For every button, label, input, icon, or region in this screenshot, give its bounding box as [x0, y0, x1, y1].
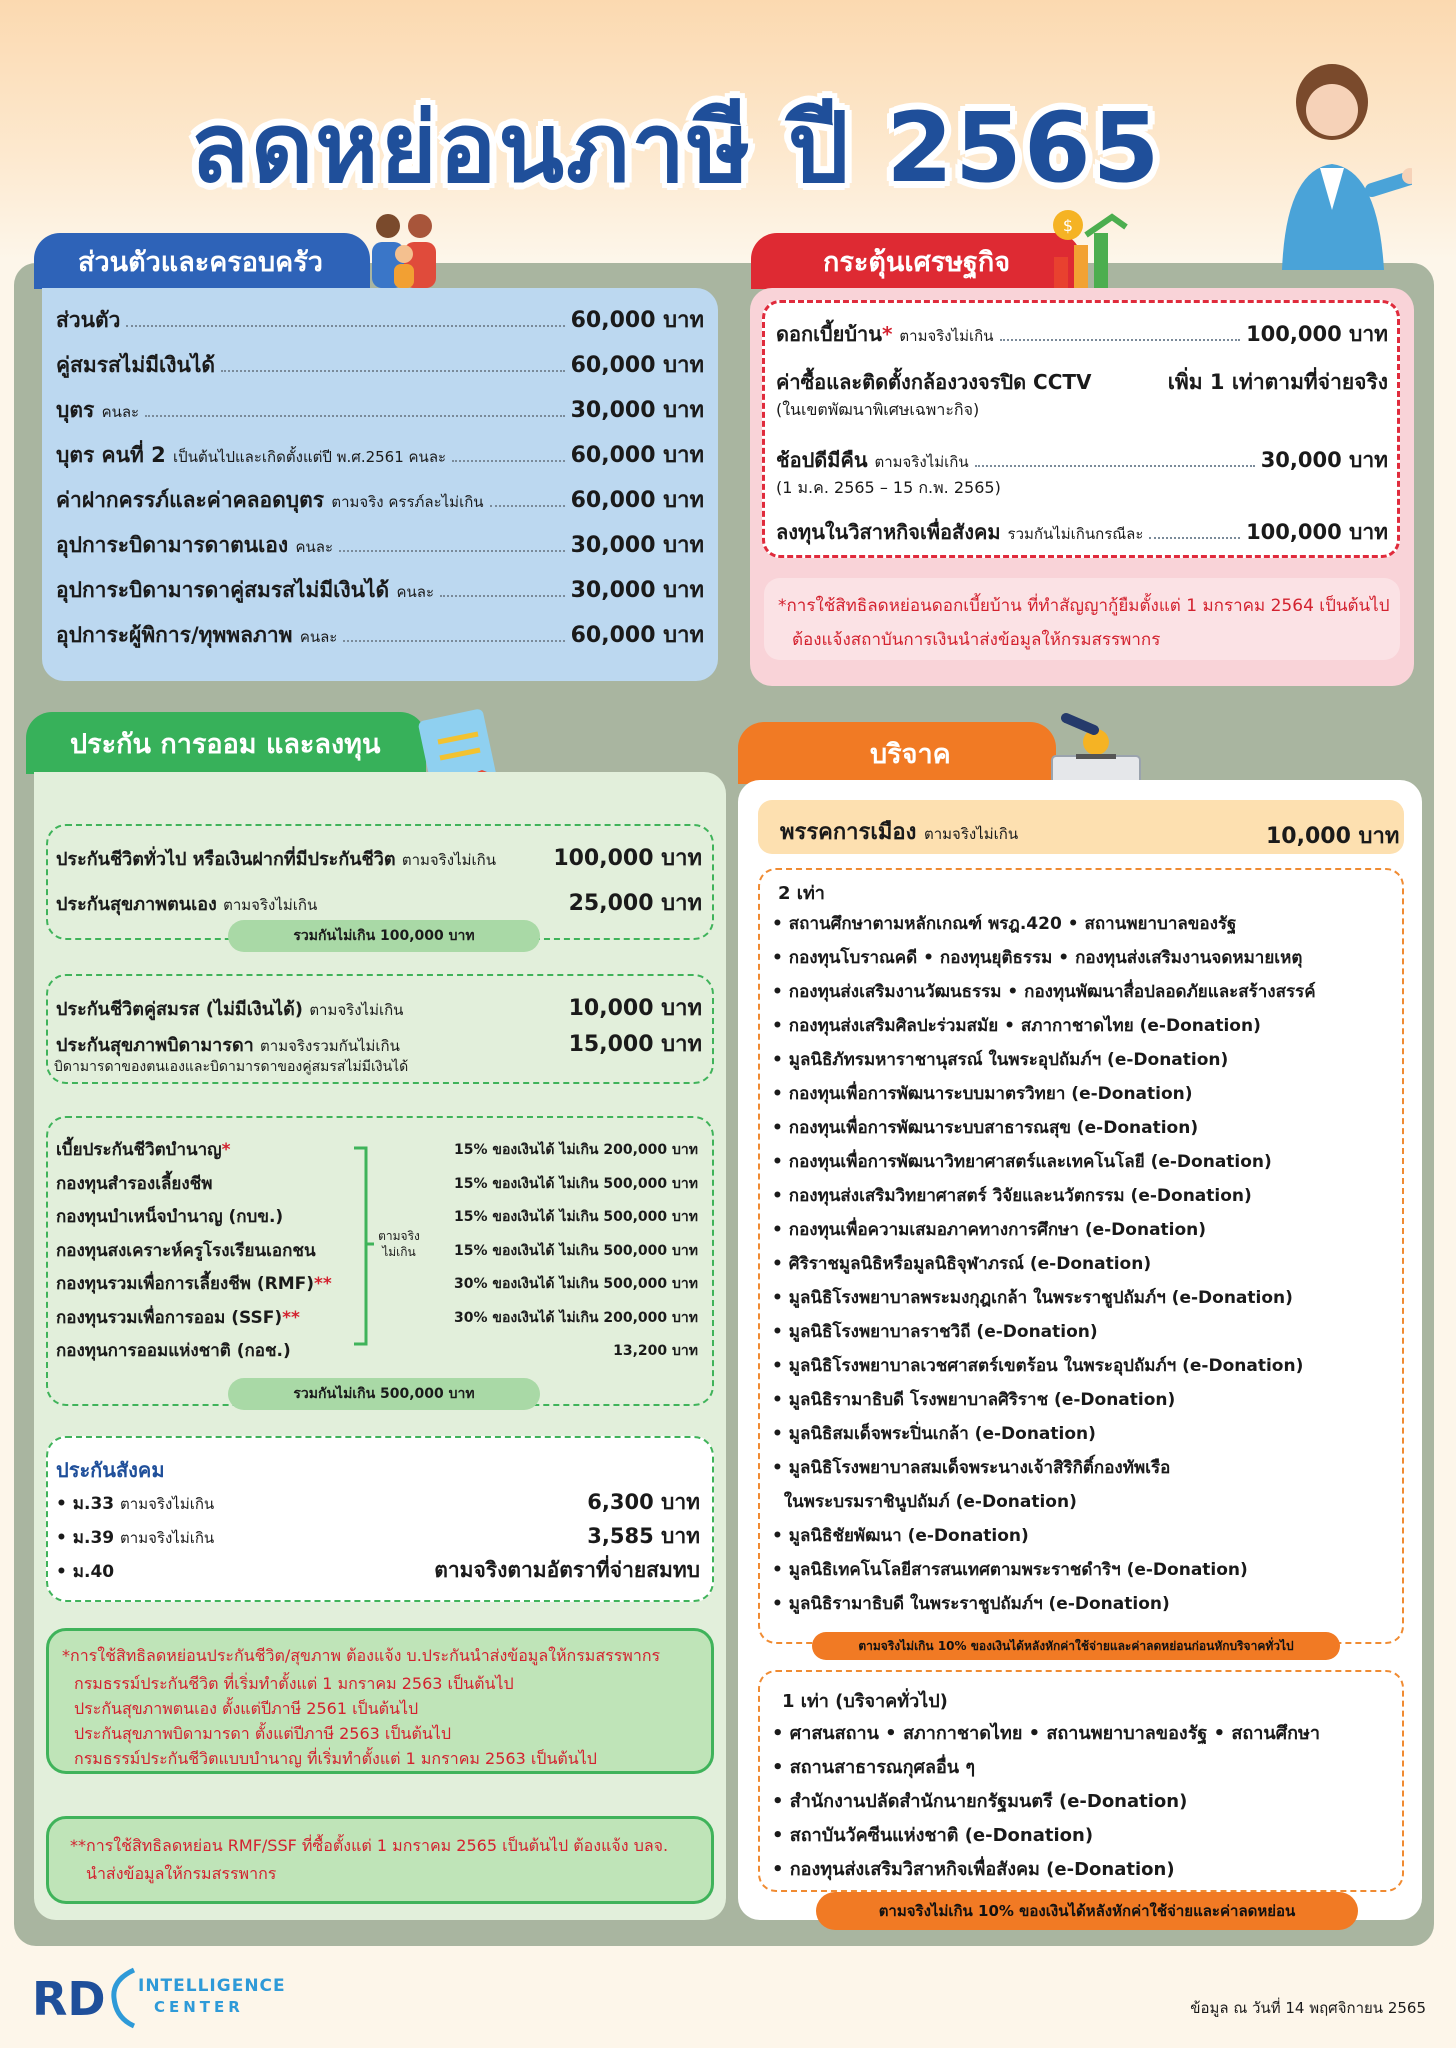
social-row-label-text: ม.40 [72, 1562, 115, 1582]
economy-footnote-box [764, 578, 1400, 660]
insurance-g2-row-note: ตามจริงรวมกันไม่เกิน [260, 1037, 400, 1055]
economy-row-dots [975, 465, 1255, 467]
data-date: ข้อมูล ณ วันที่ 14 พฤศจิกายน 2565 [1190, 1999, 1426, 2017]
double-donation-item-text: ในพระบรมราชินูปถัมภ์ (e-Donation) [783, 1492, 1077, 1512]
double-donation-item-text: มูลนิธิเทคโนโลยีสารสนเทศตามพระราชดำริฯ (e-Donation) [788, 1560, 1248, 1580]
insurance-g3-label-text: เบี้ยประกันชีวิตบำนาญ [56, 1140, 222, 1160]
insurance-g3-star: * [221, 1140, 231, 1160]
insurance-g2-row-label-text: ประกันชีวิตคู่สมรส (ไม่มีเงินได้) [56, 999, 304, 1020]
insurance-group2-subnote: บิดามารดาของตนเองและบิดามารดาของคู่สมรสไม่มีเงินได้ [54, 1059, 409, 1075]
personal-row-label [56, 529, 333, 562]
social-row-label: • ม.39 ตามจริงไม่เกิน [56, 1528, 215, 1548]
economy-row-star: * [881, 322, 893, 346]
double-donation-item-text: มูลนิธิสมเด็จพระปิ่นเกล้า (e-Donation) [788, 1424, 1096, 1444]
economy-row-note: ตามจริงไม่เกิน [899, 327, 994, 345]
social-row-note: ตามจริงไม่เกิน [120, 1529, 215, 1547]
single-donation-item-text: สถานสาธารณกุศลอื่น ๆ [789, 1757, 976, 1778]
personal-panel [42, 288, 718, 681]
economy-row-label-text: ช้อปดีมีคืน [776, 448, 868, 472]
tab-donation [738, 722, 1056, 784]
single-donation-item-text: ศาสนสถาน • สภากาชาดไทย • สถานพยาบาลของรัฐ • สถานศึกษา [789, 1723, 1320, 1744]
personal-row-note: คนละ [295, 538, 334, 556]
personal-row-value: 30,000 บาท [570, 578, 704, 603]
insurance-g1-row-label [56, 889, 317, 918]
insurance-g3-value: 15% ของเงินได้ ไม่เกิน 500,000 บาท [454, 1175, 698, 1192]
economy-row-label [776, 444, 969, 476]
economy-row-label-text: ดอกเบี้ยบ้าน [776, 322, 882, 346]
double-donation-item: • กองทุนส่งเสริมวิทยาศาสตร์ วิจัยและนวัตกรรม (e-Donation) [772, 1186, 1252, 1206]
personal-row-label-text: บุตร [56, 398, 95, 422]
personal-row-label-text: ส่วนตัว [56, 308, 121, 332]
personal-row-value: 60,000 บาท [570, 488, 704, 513]
double-donation-item-text: กองทุนส่งเสริมงานวัฒนธรรม • กองทุนพัฒนาสื่อปลอดภัยและสร้างสรรค์ [788, 982, 1316, 1002]
insurance-g2-row-label [56, 994, 403, 1023]
insurance-g3-label-text: กองทุนรวมเพื่อการเลี้ยงชีพ (RMF) [56, 1274, 315, 1294]
double-donation-item-text: มูลนิธิรามาธิบดี ในพระราชูปถัมภ์ฯ (e-Donation) [788, 1594, 1170, 1614]
insurance-g2-row [56, 990, 702, 1025]
insurance-g3-star: ** [282, 1307, 300, 1328]
personal-row-label [56, 439, 446, 472]
insurance-g3-label [56, 1170, 212, 1197]
double-donation-item: • มูลนิธิโรงพยาบาลเวชศาสตร์เขตร้อน ในพระอุปถัมภ์ฯ (e-Donation) [772, 1356, 1304, 1376]
double-donation-item: • กองทุนเพื่อการพัฒนาวิทยาศาสตร์และเทคโนโลยี (e-Donation) [772, 1152, 1272, 1172]
personal-header: ส่วนตัวและครอบครัว [78, 246, 323, 278]
personal-row [56, 527, 704, 562]
double-donation-item: • ศิริราชมูลนิธิหรือมูลนิธิจุฬาภรณ์ (e-Donation) [772, 1254, 1152, 1274]
insurance-note1-item: ประกันสุขภาพบิดามารดา ตั้งแต่ปีภาษี 2563 เป็นต้นไป [74, 1724, 451, 1743]
double-donation-footer: ตามจริงไม่เกิน 10% ของเงินได้หลังหักค่าใช้จ่ายและค่าลดหย่อนก่อนหักบริจาคทั่วไป [812, 1632, 1340, 1660]
double-donation-item-text: มูลนิธิโรงพยาบาลเวชศาสตร์เขตร้อน ในพระอุปถัมภ์ฯ (e-Donation) [788, 1356, 1304, 1376]
insurance-g1-row-value: 100,000 บาท [553, 846, 702, 871]
insurance-g1-row-note: ตามจริงไม่เกิน [223, 896, 318, 914]
double-donation-item: • กองทุนส่งเสริมงานวัฒนธรรม • กองทุนพัฒนาสื่อปลอดภัยและสร้างสรรค์ [772, 982, 1316, 1002]
personal-row-note: คนละ [101, 403, 140, 421]
insurance-g2-row-note: ตามจริงไม่เกิน [309, 1001, 404, 1019]
personal-row [56, 437, 704, 472]
double-donation-item: • กองทุนส่งเสริมศิลปะร่วมสมัย • สภากาชาดไทย (e-Donation) [772, 1016, 1261, 1036]
social-row-label-text: ม.39 [72, 1528, 115, 1548]
single-donation-item: • สำนักงานปลัดสำนักนายกรัฐมนตรี (e-Donation) [772, 1791, 1188, 1812]
social-row [56, 1554, 700, 1587]
social-row [56, 1520, 700, 1553]
economy-row-sub: (1 ม.ค. 2565 – 15 ก.พ. 2565) [776, 478, 1001, 497]
personal-row [56, 302, 704, 337]
family-icon [362, 206, 446, 290]
economy-row [776, 318, 1388, 351]
economy-row [776, 516, 1388, 549]
social-row-value: ตามจริงตามอัตราที่จ่ายสมทบ [434, 1558, 700, 1582]
double-donation-item: • มูลนิธิรามาธิบดี โรงพยาบาลศิริราช (e-Donation) [772, 1390, 1176, 1410]
economy-row-dots [1149, 537, 1240, 539]
single-donation-item-text: สถาบันวัคซีนแห่งชาติ (e-Donation) [789, 1825, 1094, 1846]
insurance-note2-box [46, 1816, 714, 1904]
insurance-g3-value: 15% ของเงินได้ ไม่เกิน 500,000 บาท [454, 1209, 698, 1225]
double-donation-item: • มูลนิธิโรงพยาบาลพระมงกุฎเกล้า ในพระราชูปถัมภ์ฯ (e-Donation) [772, 1288, 1293, 1308]
insurance-g3-label-text: กองทุนสำรองเลี้ยงชีพ [56, 1173, 213, 1194]
party-label: พรรคการเมือง ตามจริงไม่เกิน [780, 820, 1019, 845]
insurance-note1-item: กรมธรรม์ประกันชีวิตแบบบำนาญ ที่เริ่มทำตั้งแต่ 1 มกราคม 2563 เป็นต้นไป [74, 1749, 597, 1768]
personal-row [56, 572, 704, 607]
personal-row-label-text: อุปการะบิดามารดาคู่สมรสไม่มีเงินได้ [56, 578, 390, 602]
social-row [56, 1486, 700, 1519]
insurance-note1-head: *การใช้สิทธิลดหย่อนประกันชีวิต/สุขภาพ ต้องแจ้ง บ.ประกันนำส่งข้อมูลให้กรมสรรพากร [62, 1646, 661, 1665]
economy-row-label [776, 516, 1143, 548]
double-donation-item-text: กองทุนเพื่อการพัฒนาระบบมาตรวิทยา (e-Donation) [788, 1084, 1193, 1104]
personal-row-label [56, 619, 337, 652]
insurance-g3-value: 13,200 บาท [613, 1343, 698, 1359]
insurance-g1-row [56, 885, 702, 920]
bracket-line [352, 1146, 374, 1346]
personal-row-value: 60,000 บาท [570, 623, 704, 648]
insurance-header: ประกัน การออม และลงทุน [70, 728, 381, 760]
personal-row [56, 347, 704, 382]
single-donation-item-text: สำนักงานปลัดสำนักนายกรัฐมนตรี (e-Donation) [789, 1791, 1188, 1812]
economy-footnote-line2: ต้องแจ้งสถาบันการเงินนำส่งข้อมูลให้กรมสรรพากร [792, 630, 1161, 650]
double-donation-item-text: สถานศึกษาตามหลักเกณฑ์ พรฎ.420 • สถานพยาบาลของรัฐ [788, 914, 1237, 934]
economy-header: กระตุ้นเศรษฐกิจ [823, 246, 1011, 278]
insurance-g1-row-note: ตามจริงไม่เกิน [401, 851, 496, 869]
double-donation-item-text: มูลนิธิโรงพยาบาลราชวิถี (e-Donation) [788, 1322, 1098, 1342]
double-donation-item-text: มูลนิธิรามาธิบดี โรงพยาบาลศิริราช (e-Donation) [788, 1390, 1176, 1410]
double-donation-item-text: กองทุนเพื่อการพัฒนาวิทยาศาสตร์และเทคโนโลยี (e-Donation) [788, 1152, 1272, 1172]
double-donation-item: • กองทุนเพื่อความเสมอภาคทางการศึกษา (e-Donation) [772, 1220, 1207, 1240]
personal-row-label-text: ค่าฝากครรภ์และค่าคลอดบุตร [56, 488, 325, 512]
personal-row-dots [440, 595, 565, 597]
double-donation-header: 2 เท่า [778, 883, 825, 904]
social-row-label-text: ม.33 [72, 1494, 115, 1514]
personal-row-label-text: คู่สมรสไม่มีเงินได้ [56, 353, 216, 377]
economy-row-note: ตามจริงไม่เกิน [874, 453, 969, 471]
logo-line2: CENTER [154, 1998, 244, 2016]
tab-personal [34, 233, 370, 289]
personal-row-value: 60,000 บาท [570, 308, 704, 333]
personal-row [56, 392, 704, 427]
double-donation-item-text: กองทุนโบราณคดี • กองทุนยุติธรรม • กองทุนส่งเสริมงานจดหมายเหตุ [788, 948, 1303, 968]
insurance-g3-label [56, 1237, 316, 1264]
single-donation-item-text: กองทุนส่งเสริมวิสาหกิจเพื่อสังคม (e-Donation) [789, 1859, 1175, 1880]
personal-row-dots [343, 640, 564, 642]
double-donation-item-text: ศิริราชมูลนิธิหรือมูลนิธิจุฬาภรณ์ (e-Donation) [788, 1254, 1152, 1274]
double-donation-item: • มูลนิธิโรงพยาบาลสมเด็จพระนางเจ้าสิริกิติ์กองทัพเรือ [772, 1458, 1171, 1478]
personal-row-value: 60,000 บาท [570, 443, 704, 468]
economy-row-value: 100,000 บาท [1246, 322, 1388, 346]
personal-row-label [56, 304, 120, 337]
single-donation-item: • ศาสนสถาน • สภากาชาดไทย • สถานพยาบาลของรัฐ • สถานศึกษา [772, 1723, 1320, 1744]
personal-row-dots [339, 550, 565, 552]
insurance-g1-row-label [56, 844, 496, 873]
personal-row-label [56, 349, 215, 382]
double-donation-item-text: กองทุนส่งเสริมศิลปะร่วมสมัย • สภากาชาดไทย (e-Donation) [788, 1016, 1261, 1036]
logo-headset-icon [108, 1966, 138, 2030]
personal-row-dots [221, 370, 565, 372]
insurance-g2-row-value: 15,000 บาท [568, 1032, 702, 1057]
tab-economy [751, 233, 1081, 289]
economy-row-label [776, 318, 994, 350]
double-donation-item: • มูลนิธิสมเด็จพระปิ่นเกล้า (e-Donation) [772, 1424, 1096, 1444]
personal-row-dots [145, 415, 565, 417]
insurance-g3-star: ** [314, 1274, 332, 1294]
logo-rd: RD [32, 1972, 106, 2026]
insurance-g2-row-value: 10,000 บาท [568, 996, 702, 1021]
insurance-group3-total: รวมกันไม่เกิน 500,000 บาท [228, 1378, 540, 1410]
personal-row [56, 617, 704, 652]
insurance-g3-label-text: กองทุนบำเหน็จบำนาญ (กบข.) [56, 1207, 284, 1227]
page-title: ลดหย่อนภาษี ปี 2565 [190, 92, 1162, 204]
insurance-note2-line1: **การใช้สิทธิลดหย่อน RMF/SSF ที่ซื้อตั้งแต่ 1 มกราคม 2565 เป็นต้นไป ต้องแจ้ง บลจ. [70, 1836, 669, 1855]
double-donation-item-text: มูลนิธิโรงพยาบาลสมเด็จพระนางเจ้าสิริกิติ์กองทัพเรือ [788, 1458, 1171, 1478]
personal-row-dots [126, 325, 564, 327]
social-row-value: 3,585 บาท [587, 1524, 700, 1548]
double-donation-item [772, 1488, 1077, 1515]
personal-row-label [56, 574, 434, 607]
double-donation-item-text: มูลนิธิภัทรมหาราชานุสรณ์ ในพระอุปถัมภ์ฯ (e-Donation) [788, 1050, 1229, 1070]
personal-row-label-text: อุปการะผู้พิการ/ทุพพลภาพ [56, 623, 293, 647]
economy-row-note: รวมกันไม่เกินกรณีละ [1007, 525, 1144, 543]
insurance-g3-label [56, 1304, 300, 1331]
insurance-g3-label [56, 1270, 332, 1297]
insurance-g1-row-label-text: ประกันสุขภาพตนเอง [56, 894, 217, 915]
insurance-g3-label [56, 1203, 283, 1230]
insurance-g1-row-value: 25,000 บาท [568, 891, 702, 916]
svg-text:$: $ [1062, 216, 1074, 235]
personal-row-dots [452, 460, 565, 462]
economy-row-sub: (ในเขตพัฒนาพิเศษเฉพาะกิจ) [776, 400, 980, 419]
double-donation-item: • กองทุนโบราณคดี • กองทุนยุติธรรม • กองทุนส่งเสริมงานจดหมายเหตุ [772, 948, 1303, 968]
insurance-g3-value: 15% ของเงินได้ ไม่เกิน 200,000 บาท [454, 1142, 698, 1158]
personal-row-dots [490, 505, 565, 507]
double-donation-item-text: กองทุนเพื่อการพัฒนาระบบสาธารณสุข (e-Donation) [788, 1118, 1199, 1138]
social-row-value: 6,300 บาท [587, 1490, 700, 1514]
personal-row-note: คนละ [299, 628, 338, 646]
single-donation-footer: ตามจริงไม่เกิน 10% ของเงินได้หลังหักค่าใช้จ่ายและค่าลดหย่อน [816, 1892, 1358, 1930]
insurance-note2-line2: นำส่งข้อมูลให้กรมสรรพากร [86, 1864, 277, 1883]
double-donation-item-text: กองทุนส่งเสริมวิทยาศาสตร์ วิจัยและนวัตกรรม (e-Donation) [788, 1186, 1252, 1206]
insurance-g3-label-text: กองทุนรวมเพื่อการออม (SSF) [56, 1307, 283, 1328]
economy-row-value: เพิ่ม 1 เท่าตามที่จ่ายจริง [1167, 370, 1388, 394]
personal-row-note: ตามจริง ครรภ์ละไม่เกิน [331, 493, 484, 511]
insurance-g1-row-label-text: ประกันชีวิตทั่วไป หรือเงินฝากที่มีประกันชีวิต [56, 849, 396, 870]
social-security-header: ประกันสังคม [56, 1458, 165, 1482]
presenter-illustration [1262, 60, 1412, 270]
social-row-label: • ม.33 ตามจริงไม่เกิน [56, 1494, 215, 1514]
economy-row-label-text: ลงทุนในวิสาหกิจเพื่อสังคม [776, 520, 1001, 544]
donation-header: บริจาค [870, 738, 951, 770]
economy-row [776, 444, 1388, 477]
double-donation-item-text: มูลนิธิโรงพยาบาลพระมงกุฎเกล้า ในพระราชูปถัมภ์ฯ (e-Donation) [788, 1288, 1293, 1308]
double-donation-item-text: มูลนิธิชัยพัฒนา (e-Donation) [788, 1526, 1029, 1546]
double-donation-item: • มูลนิธิชัยพัฒนา (e-Donation) [772, 1526, 1029, 1546]
personal-row-value: 30,000 บาท [570, 533, 704, 558]
insurance-g3-label-text: กองทุนสงเคราะห์ครูโรงเรียนเอกชน [56, 1240, 316, 1261]
double-donation-item: • มูลนิธิโรงพยาบาลราชวิถี (e-Donation) [772, 1322, 1098, 1342]
insurance-g2-row-label-text: ประกันสุขภาพบิดามารดา [56, 1035, 254, 1056]
personal-row-label-text: บุตร คนที่ 2 [56, 443, 166, 467]
insurance-g1-row [56, 840, 702, 875]
economy-row-label [776, 366, 1092, 398]
economy-row-dots [1000, 339, 1241, 341]
double-donation-item: • กองทุนเพื่อการพัฒนาระบบมาตรวิทยา (e-Donation) [772, 1084, 1193, 1104]
insurance-note1-item: กรมธรรม์ประกันชีวิต ที่เริ่มทำตั้งแต่ 1 มกราคม 2563 เป็นต้นไป [74, 1674, 514, 1693]
economy-growth-icon [1046, 205, 1136, 291]
personal-row-label [56, 394, 139, 427]
insurance-g3-label [56, 1337, 291, 1364]
insurance-g3-value: 15% ของเงินได้ ไม่เกิน 500,000 บาท [454, 1242, 698, 1259]
personal-row-value: 30,000 บาท [570, 398, 704, 423]
economy-row-value: 30,000 บาท [1260, 448, 1388, 472]
party-note: ตามจริงไม่เกิน [924, 825, 1019, 843]
personal-row-value: 60,000 บาท [570, 353, 704, 378]
party-value: 10,000 บาท [1266, 824, 1400, 849]
double-donation-item: • มูลนิธิเทคโนโลยีสารสนเทศตามพระราชดำริฯ (e-Donation) [772, 1560, 1248, 1580]
insurance-g3-label-text: กองทุนการออมแห่งชาติ (กอช.) [56, 1341, 291, 1361]
tab-insurance [26, 712, 426, 774]
economy-row-label-text: ค่าซื้อและติดตั้งกล้องวงจรปิด CCTV [776, 370, 1092, 394]
personal-row-label-text: อุปการะบิดามารดาตนเอง [56, 533, 289, 557]
double-donation-item: • มูลนิธิรามาธิบดี ในพระราชูปถัมภ์ฯ (e-Donation) [772, 1594, 1170, 1614]
insurance-g3-label [56, 1136, 231, 1163]
double-donation-item: • สถานศึกษาตามหลักเกณฑ์ พรฎ.420 • สถานพยาบาลของรัฐ [772, 914, 1237, 934]
double-donation-item: • มูลนิธิภัทรมหาราชานุสรณ์ ในพระอุปถัมภ์ฯ (e-Donation) [772, 1050, 1229, 1070]
single-donation-header: 1 เท่า (บริจาคทั่วไป) [782, 1691, 948, 1712]
economy-row [776, 366, 1388, 399]
personal-row-note: คนละ [396, 583, 435, 601]
bracket-label: ตามจริง ไม่เกิน [378, 1229, 420, 1259]
insurance-g2-row-label [56, 1030, 400, 1059]
insurance-g3-value: 30% ของเงินได้ ไม่เกิน 500,000 บาท [454, 1276, 698, 1292]
insurance-g3-value: 30% ของเงินได้ ไม่เกิน 200,000 บาท [454, 1309, 698, 1326]
logo-line1: INTELLIGENCE [138, 1976, 286, 1996]
double-donation-item: • กองทุนเพื่อการพัฒนาระบบสาธารณสุข (e-Donation) [772, 1118, 1199, 1138]
single-donation-item: • กองทุนส่งเสริมวิสาหกิจเพื่อสังคม (e-Donation) [772, 1859, 1175, 1880]
social-row-label: • ม.40 [56, 1562, 115, 1582]
social-row-note: ตามจริงไม่เกิน [120, 1495, 215, 1513]
personal-row-label [56, 484, 484, 517]
insurance-note1-item: ประกันสุขภาพตนเอง ตั้งแต่ปีภาษี 2561 เป็นต้นไป [74, 1699, 419, 1718]
economy-footnote-line1: *การใช้สิทธิลดหย่อนดอกเบี้ยบ้าน ที่ทำสัญญากู้ยืมตั้งแต่ 1 มกราคม 2564 เป็นต้นไป [778, 596, 1390, 616]
insurance-group1-total: รวมกันไม่เกิน 100,000 บาท [228, 920, 540, 952]
single-donation-item: • สถานสาธารณกุศลอื่น ๆ [772, 1757, 976, 1778]
double-donation-item-text: กองทุนเพื่อความเสมอภาคทางการศึกษา (e-Donation) [788, 1220, 1207, 1240]
personal-row [56, 482, 704, 517]
single-donation-item: • สถาบันวัคซีนแห่งชาติ (e-Donation) [772, 1825, 1094, 1846]
personal-row-note: เป็นต้นไปและเกิดตั้งแต่ปี พ.ศ.2561 คนละ [173, 448, 447, 466]
economy-row-value: 100,000 บาท [1246, 520, 1388, 544]
